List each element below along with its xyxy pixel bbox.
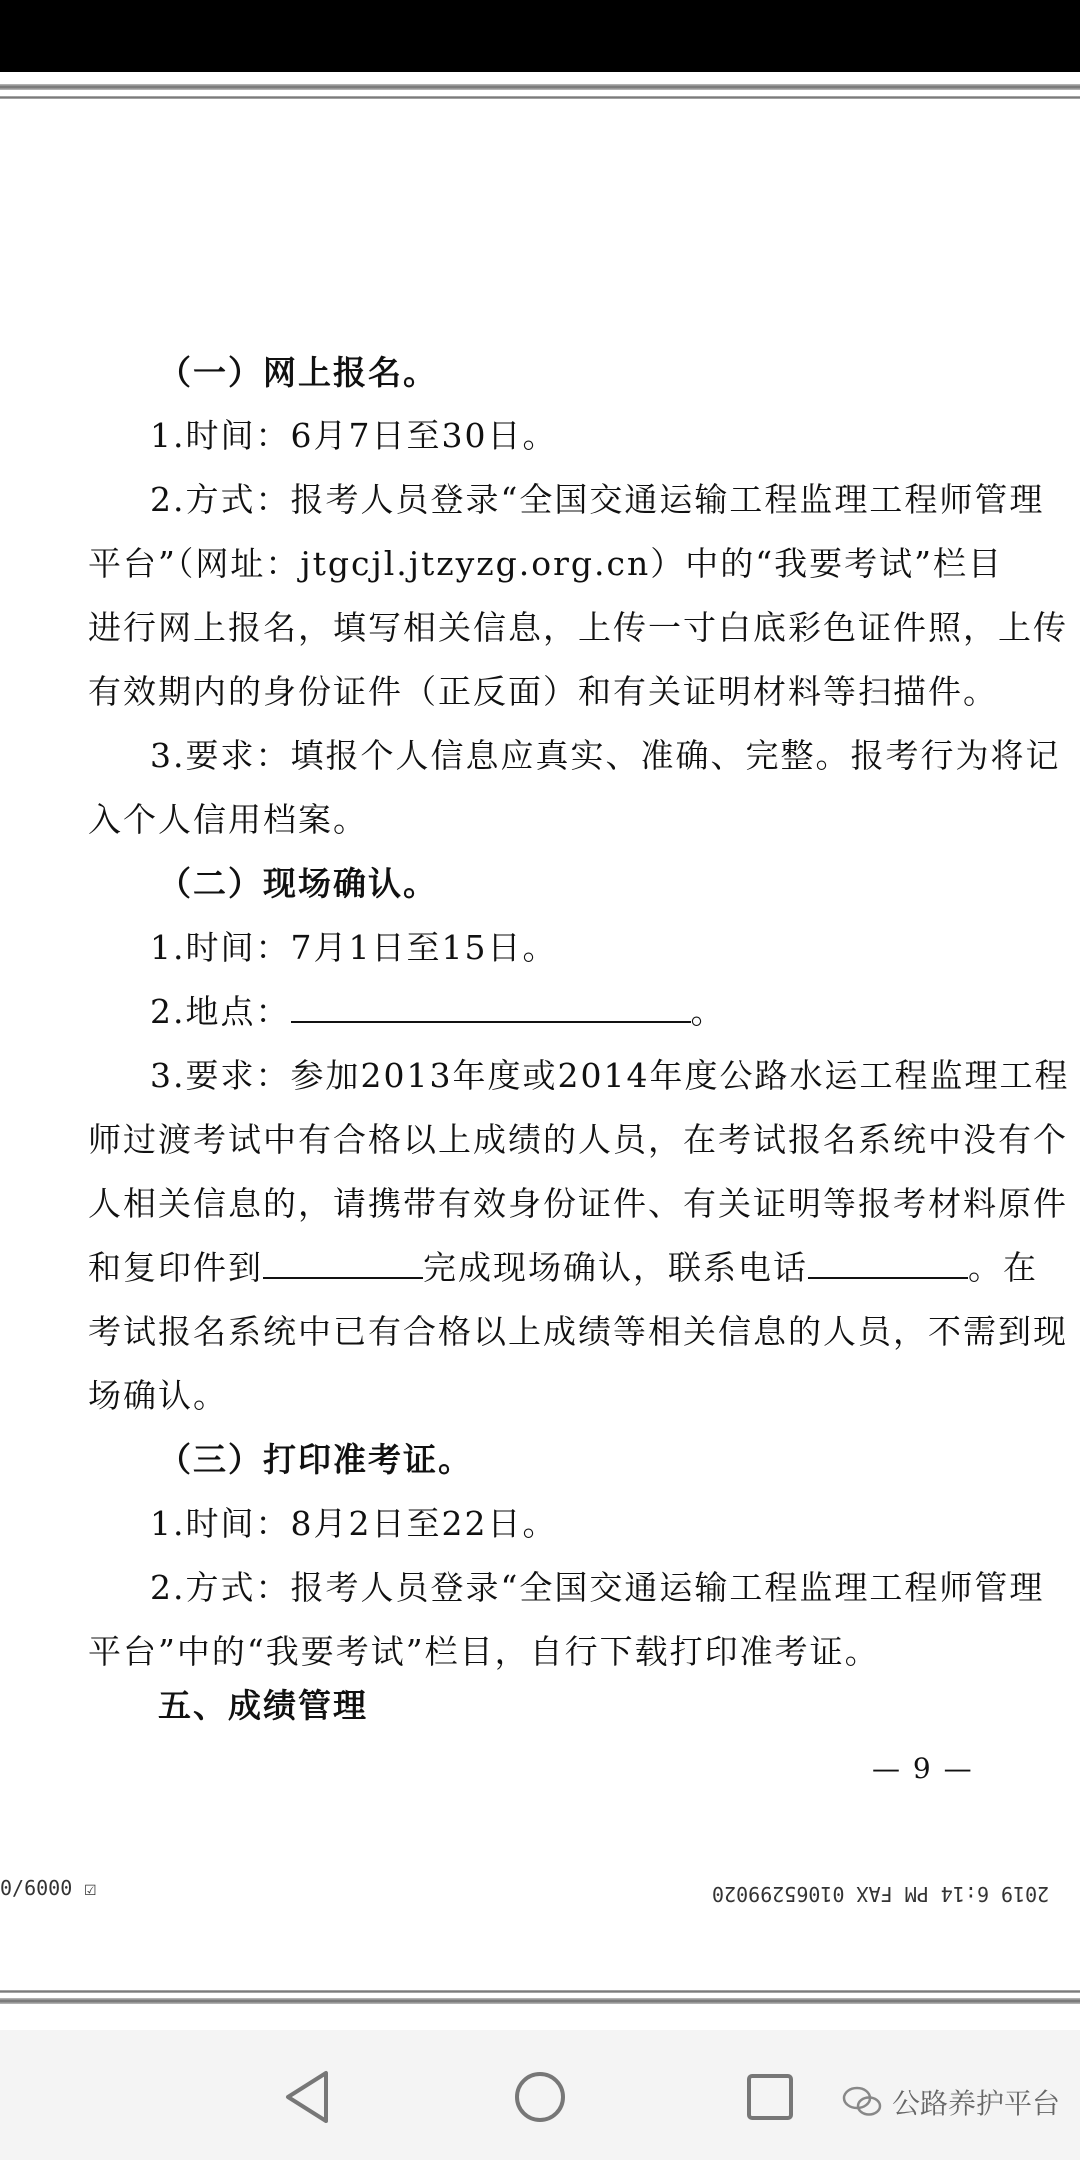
section1-heading: （一）网上报名。 [158, 353, 438, 392]
scan-border-bottom-thin [0, 1990, 1080, 1993]
section2-req-line1: 3.要求：参加2013年度或2014年度公路水运工程监理工程 [150, 1056, 1070, 1095]
location-blank [263, 1244, 423, 1279]
section2-req-line4b: 完成现场确认，联系电话 [423, 1248, 808, 1287]
section2-req-line5: 考试报名系统中已有合格以上成绩等相关信息的人员，不需到现 [88, 1312, 1068, 1351]
section1-req-line1: 3.要求：填报个人信息应真实、准确、完整。报考行为将记 [150, 736, 1061, 775]
recents-button[interactable] [735, 2062, 805, 2132]
back-button[interactable] [272, 2062, 342, 2132]
section1-method-line4: 有效期内的身份证件（正反面）和有关证明材料等扫描件。 [88, 672, 998, 711]
fax-header: 2019 6:14 PM FAX 01065299020 [712, 1882, 1050, 1906]
recents-square-icon [744, 2071, 796, 2123]
home-button[interactable] [505, 2062, 575, 2132]
watermark [842, 2082, 1060, 2122]
section1-req-line2: 入个人信用档案。 [88, 800, 368, 839]
section2-req-line4a: 和复印件到 [88, 1248, 263, 1287]
scan-border-top [0, 84, 1080, 90]
scan-border-bottom [0, 1998, 1080, 2004]
navigation-bar [0, 2030, 1080, 2160]
section2-req-line2: 师过渡考试中有合格以上成绩的人员，在考试报名系统中没有个 [88, 1120, 1068, 1159]
section1-method-line1: 2.方式：报考人员登录“全国交通运输工程监理工程师管理 [150, 480, 1045, 519]
fax-left-mark: 0/6000 ☑ [0, 1876, 97, 1900]
scanned-document [0, 72, 1080, 2030]
section3-method-line2: 平台”中的“我要考试”栏目，自行下载打印准考证。 [88, 1632, 880, 1671]
section3-method-line1: 2.方式：报考人员登录“全国交通运输工程监理工程师管理 [150, 1568, 1045, 1607]
section5-heading: 五、成绩管理 [158, 1686, 368, 1725]
section1-method-line3: 进行网上报名，填写相关信息，上传一寸白底彩色证件照，上传 [88, 608, 1068, 647]
section2-req-line6: 场确认。 [88, 1376, 228, 1415]
section2-place-label: 2.地点： [150, 992, 291, 1031]
section2-place [150, 986, 726, 1033]
place-blank [291, 988, 691, 1023]
section2-place-end: 。 [690, 992, 726, 1031]
home-circle-icon [512, 2069, 568, 2125]
back-triangle-icon [282, 2069, 332, 2125]
section1-time: 1.时间：6月7日至30日。 [150, 416, 558, 455]
scan-border-top-thin [0, 96, 1080, 99]
section2-time: 1.时间：7月1日至15日。 [150, 928, 558, 967]
wechat-icon [842, 2085, 882, 2119]
section2-req-line3: 人相关信息的，请携带有效身份证件、有关证明等报考材料原件 [88, 1184, 1068, 1223]
section2-req-line4c: 。在 [968, 1248, 1038, 1287]
section2-req-line4 [88, 1242, 1038, 1289]
section2-heading: （二）现场确认。 [158, 864, 438, 903]
section3-time: 1.时间：8月2日至22日。 [150, 1504, 558, 1543]
page-number: — 9 — [872, 1752, 974, 1785]
section1-method-line2: 平台”（网址：jtgcjl.jtzyzg.org.cn）中的“我要考试”栏目 [88, 544, 1004, 583]
phone-blank [808, 1244, 968, 1279]
watermark-text: 公路养护平台 [891, 2087, 1060, 2120]
status-bar [0, 0, 1080, 72]
section3-heading: （三）打印准考证。 [158, 1440, 473, 1479]
